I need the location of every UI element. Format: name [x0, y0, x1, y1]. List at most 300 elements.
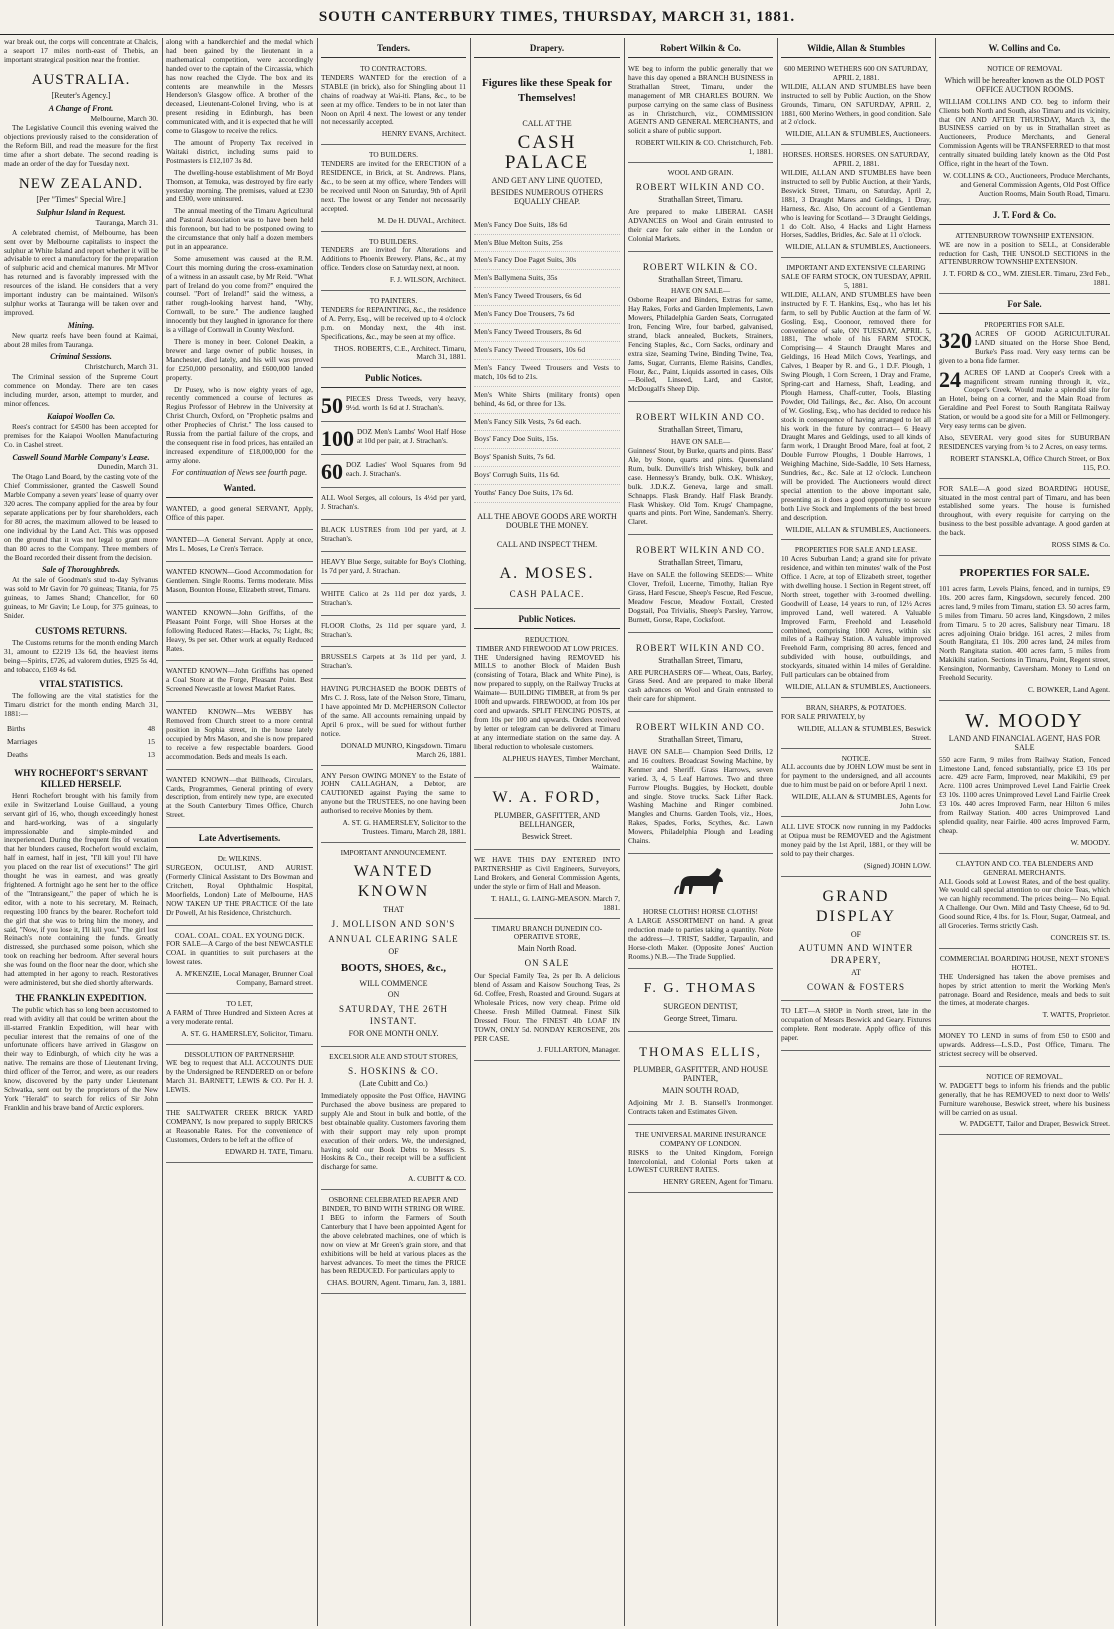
classified-ad: [781, 62, 931, 145]
classified-ad: [628, 1128, 773, 1193]
ad-display-line: PLUMBER, GASFITTER, AND BELLHANGER,: [494, 811, 600, 830]
ad-signature: WILDIE, ALLAN & STUMBLES, Auctioneers.: [785, 682, 931, 691]
ad-signature: ROSS SIMS & Co.: [1051, 540, 1110, 550]
ad-display-line: George Street, Timaru.: [663, 1014, 738, 1024]
ad-text: PIECES Dress Tweeds, very heavy, 9½d. worth 1s 6d at J. Strachan's.: [346, 394, 466, 413]
classified-ad: [321, 235, 466, 292]
ad-text: HAVE ON SALE— Champion Seed Drills, 12 and 16 coulters. Broadcast Sowing Machine, by Kenmer and Sheriff. Grass Harrows, seven varied. 3, 4, 5 Leaf Harrows. Two and three Furrow Ploughs. Buggies, by Hockett, double and single. Stove trucks. Sack Lifter Rack. Washing Machine and Ringer combined. Mangles and Churns. Garden Tools, viz., Hoes, Rakes, Spades, Forks, Scythes, &c. Lawn Mowers, Philadelphia Plough and Leading Chains.: [628, 747, 773, 846]
list-item: Men's Fancy Doe Paget Suits, 30s: [474, 252, 620, 270]
ad-signature: A. ST. G. HAMERSLEY, Solicitor to the Trustees. Timaru, March 28, 1881.: [342, 818, 466, 836]
ad-text: WANTED KNOWN—John Griffiths, of the Pleasant Point Forge, will Shoe Horses at the following Reduced Rates:—Hacks, 7s; Light, 8s; Heavy, 9s per set. Other work at equally Reduced Rates.: [166, 607, 313, 653]
classified-ad: [321, 392, 466, 422]
ad-heading: NOTICE.: [841, 753, 871, 763]
ad-text: TENDERS for REPAINTING, &c., the residence of A. Perry, Esq., will be received up to 4 o'clock p.m. on Monday next, the 4th inst. Specifications, &c., may be seen at my office.: [321, 304, 466, 341]
ad-display-line: PLUMBER, GASFITTER, AND HOUSE PAINTER,: [633, 1065, 768, 1084]
ad-signature: ROBERT WILKIN & CO. Christchurch, Feb. 1, 1881.: [635, 138, 773, 157]
column-2: [166, 38, 313, 1626]
table-cell: 48: [147, 724, 155, 734]
dateline: Christchurch, March 31.: [84, 362, 158, 372]
ad-text: 550 acre Farm, 9 miles from Railway Station, Fenced Limestone Land, fenced substantially, price £3 10s per acre. 429 acre Farm, Improved, near Makikihi, £9 per Acre. 1100 acres Unimproved Level Land Fairlie Creek £3 10s. 1100 acres Unimproved Level Land Fairlie Creek £3 10s. 440 acres Improved Farm, near Hilton 6 miles from Railway Station. 400 acres Unimproved Land splendid quality, near Fairlie. 400 acres Improved Farm, cheap.: [939, 754, 1110, 835]
ad-text: A FARM of Three Hundred and Sixteen Acres at a very moderate rental.: [166, 1007, 313, 1026]
classified-ad: [628, 1035, 773, 1125]
article-heading: Caswell Sound Marble Company's Lease.: [12, 452, 150, 462]
ad-signature: WILDIE, ALLAN & STUMBLES, Auctioneers.: [785, 524, 931, 534]
classified-ad: [321, 148, 466, 231]
ad-number: 50: [321, 393, 343, 419]
ad-display-line: ROBERT WILKIN AND CO.: [635, 545, 766, 556]
ad-signature: EDWARD H. TATE, Timaru.: [224, 1146, 313, 1156]
classified-ad: [321, 769, 466, 843]
ad-text: FOR SALE—A good sized BOARDING HOUSE, situated in the most central part of Timaru, and has been established some years. The house is furnished throughout, with every requisite for carrying on the business to the best possible advantage. A good garden at the back.: [939, 483, 1110, 538]
classified-ad: [321, 587, 466, 616]
section-heading-australia: AUSTRALIA.: [31, 71, 131, 88]
ad-display-line: BESIDES NUMEROUS OTHERS EQUALLY CHEAP.: [490, 187, 604, 206]
classified-ad: [781, 820, 931, 877]
ad-text: 101 acres farm, Levels Plains, fenced, and in turnips, £9 10s. 200 acres farm, Kingsdown, securely fenced. 200 acres land, 9 miles from Timaru, station £3. 50 acres farm, 5 miles from Timaru. 50 acres land, Kingsdown, 2 miles from Timaru. 5 to 20 acres, Salisbury near Timaru. 18 acres adjoining Otaio bridge. 161 acres, 2 miles from South Rangitata, £1 10s. 200 acres land, 24 miles from North Rangitata station. 400 acres farm, 5 miles from Makikihi station. Sections in Timaru, Point, Regent street, Kensington, Normanby, Caversham. Money to Lend on Freehold Security.: [939, 583, 1110, 683]
classified-ad: [321, 458, 466, 488]
classified-ad: [474, 853, 620, 918]
ad-display-line: CALL AND INSPECT THEM.: [496, 539, 598, 549]
ad-text: RISKS to the United Kingdom, Foreign Intercolonial, and Colonial Ports taken at LOWEST CURRENT RATES.: [628, 1147, 773, 1175]
table-cell: 15: [147, 737, 155, 747]
table-row: [6, 750, 156, 761]
ad-heading: BRAN, SHARPS, & POTATOES.: [805, 702, 907, 712]
ad-heading: PROPERTIES FOR SALE.: [959, 566, 1090, 579]
ad-heading: TO LET,: [226, 998, 253, 1008]
ad-heading: NOTICE OF REMOVAL.: [986, 1071, 1063, 1081]
ad-display-line: COWAN & FOSTERS: [806, 982, 905, 993]
column-rule: [317, 38, 318, 1626]
ad-text: WILLIAM COLLINS AND CO. beg to inform their Clients both North and South, also Timaru and its vicinity, that ON AND AFTER THURSDAY, March 3, the BUSINESS carried on by us in Strathallan street as Auctioneers, Produce Merchants, and General Commission Agents will be TRANSFERRED to that most centrally situated building lately known as the Old Post Office, right in the heart of the Town.: [939, 96, 1110, 169]
section-heading-ford: J. T. Ford & Co.: [939, 208, 1110, 225]
dateline: Melbourne, March 30.: [90, 113, 158, 123]
ad-display-line: A. MOSES.: [499, 564, 595, 582]
article-text: Henri Rochefort brought with his family from exile in Switzerland Louise Guillaud, a young servant girl of 16, who, though exceedingly honest and hard-working, was of a singularly impressionable and simple-minded and inexperienced. During the frequent fits of vexation that her blunders caused, Rochefort would exclaim, half in earnest, half in jest, "I'll kill you! I'll have you placed on the rear list of executions!" The girl thought he was in earnest, and was greatly frightened. A fortnight ago he sent her to the office of the "Intransigeant," the paper of which he is editor, with a note to his secretary, M. Reinach, requesting 100 francs by the bearer. Rochefort told the girl that she was to bring him the money, and said, "Now, if you lose it, I'll kill you." The girl lost Reinach's note containing the funds. Greatly distressed, she purchased some poison, which she took on reaching her bedroom. After several hours she was found on the floor near the door, which she had attempted in her agony to reach. Restoratives were administered, but she died shortly afterwards.: [4, 790, 158, 987]
ad-display-line: OF: [388, 946, 399, 956]
ad-heading: TO CONTRACTORS.: [360, 64, 427, 73]
ad-text: TO LET—A SHOP in North street, late in the occupation of Messrs Beswick and Geary. Fixtures complete. Rent moderate. Apply office of this paper.: [781, 1006, 931, 1043]
ad-display-line: ANNUAL CLEARING SALE: [328, 933, 459, 944]
ad-heading: PROPERTIES FOR SALE.: [984, 320, 1065, 330]
ad-text: ALL Goods sold at Lowest Rates, and of the best quality. We would call special attention to our choice Teas, which we can highly recommend. The prices being— No Equal. A Challenge. Our Own. Mild and Tasty Cheese, 6d to 9d. Good sound Rice, 4 lbs. for 1s. Flour, Sugar, Oatmeal, and all Groceries. Terms strictly Cash.: [939, 876, 1110, 931]
article-text: The amount of Property Tax received in Waitaki district, including sums paid to Postmasters is £12,107 3s 8d.: [166, 137, 313, 165]
ad-text: BLACK LUSTRES from 10d per yard, at J. Strachan's.: [321, 525, 466, 544]
list-item: Men's Fancy Tweed Trousers, 8s 6d: [474, 324, 620, 342]
ad-signature: F. J. WILSON, Architect.: [389, 275, 466, 285]
ad-text: SURGEON, OCULIST, AND AURIST. (Formerly Clinical Assistant to Drs Bowman and Critchett, Royal Ophthalmic Hospital, Moorfields, London) Late of Melbourne, HAS NOW TAKEN UP THE PRACTICE Of the late Dr Powell, At his Residence, Christchurch.: [166, 863, 313, 917]
classified-ad: [166, 565, 313, 603]
ad-display-line: SURGEON DENTIST,: [663, 1002, 738, 1012]
ad-text: ACRES OF LAND at Cooper's Creek with a magnificent stream running through it, viz., Cooper's Creek. Would make a splendid site for an Hotel, being on a corner, and the Main Road from Geraldine and Peel Forest to South Rangitata Railway Station, or would be a good site for a Mill or Fellmongery. Very easy terms can be given.: [939, 367, 1110, 431]
classified-ad: [781, 261, 931, 540]
ad-display-line: OF: [850, 929, 862, 939]
classified-ad: [781, 1004, 931, 1051]
ad-display-line: GRAND DISPLAY: [815, 887, 897, 925]
ad-signature: WILDIE, ALLAN & STUMBLES, Auctioneers.: [785, 242, 931, 252]
ad-heading: IMPORTANT ANNOUNCEMENT.: [340, 847, 447, 857]
ad-signature: W. PADGETT, Tailor and Draper, Beswick Street.: [959, 1119, 1110, 1129]
list-item: Men's Fancy Doe Suits, 18s 6d: [474, 217, 620, 235]
ad-heading: TO PAINTERS.: [369, 296, 418, 306]
ad-text: ALL Wool Serges, all colours, 1s 4½d per yard, J. Strachan's.: [321, 493, 466, 512]
ad-heading: HAVE ON SALE—: [670, 437, 731, 447]
masthead: [0, 0, 1114, 35]
ad-text: HAVING PURCHASED the BOOK DEBTS of Mrs C. J. Ross, late of the Nelson Store, Timaru, I have appointed Mr D. McPHERSON Collector of the same. All accounts remaining unpaid by April 6 prox., will be sued for without further notice.: [321, 684, 466, 738]
ad-text: BRUSSELS Carpets at 3s 11d per yard, J. Strachan's.: [321, 652, 466, 671]
dateline: Tauranga, March 31.: [95, 217, 158, 227]
ad-heading: TO BUILDERS.: [369, 150, 418, 160]
list-item: Men's Fancy Doe Trousers, 7s 6d: [474, 306, 620, 324]
list-item: Youths' Fancy Doe Suits, 17s 6d.: [474, 485, 620, 503]
ad-signature: (Signed) JOHN LOW.: [863, 860, 931, 870]
ad-text: WANTED KNOWN—Good Accommodation for Gentlemen. Single Rooms. Terms moderate. Miss Mason, Bounton House, Elizabeth street, Timaru.: [166, 567, 313, 595]
ad-signature: WILDIE, ALLAN & STUMBLES, Agents for John Low.: [791, 792, 931, 811]
article-text: The public which has so long been accustomed to read with avidity all that could be written about the ill-starred Franklin Expedition, will hear with peculiar interest that the remains of one of the unfortunate officers have arrived in Glasgow on their way to Edinburgh, of which city he was a native. The remains are those of Lieutenant Irving, third officer of the Terror, and were, as our readers know, discovered by the party under Lieutenant Schwatka, sent out by the proprietors of the New York "Herald" to search for relics of Sir John Franklin and his brave band of Arctic explorers.: [4, 1004, 158, 1112]
ad-display-line: THOMAS ELLIS,: [639, 1044, 762, 1060]
section-heading-wildie: Wildie, Allan & Stumbles: [781, 41, 931, 58]
ad-text: THE Undersigned has taken the above premises and hopes by strict attention to merit the Working Men's patronage. Board and Residence, meals and beds to suit the times, at moderate charges.: [939, 971, 1110, 1008]
classified-ad: [628, 636, 773, 713]
ad-display-line: AND GET ANY LINE QUOTED,: [491, 175, 603, 185]
classified-ad: [166, 929, 313, 994]
ad-text: FOR SALE PRIVATELY, by: [781, 711, 866, 721]
list-item: Men's Ballymena Suits, 35s: [474, 270, 620, 288]
ad-text: ANY Person OWING MONEY to the Estate of JOHN CALLAGHAN, a Debtor, are CAUTIONED against Paying the same to anyone but the TRUSTEES, no one having been authorised to receive Monies by them.: [321, 770, 466, 816]
ad-text: TENDERS are invited for the ERECTION of a RESIDENCE, in Brick, at St. Andrews. Plans, &c., to be seen at my office, where Tenders will be received until Noon on Saturday, 9th of April next. The lowest or any Tender not necessarily accepted.: [321, 159, 466, 213]
ad-text: Guinness' Stout, by Burke, quarts and pints. Bass' Ale, by Stone, quarts and pints. Queensland Rum, bulk. Dunville's Irish Whiskey, bulk and case. Hennessy's Brandy, bulk. O.K. Whiskey, bulk. J.D.K.Z. Geneva, large and small. Schnapps. Flask Brandy. Half Flask Brandy. Flask Whiskey. Old Tom. Krugs' Champagne, quarts and pints. Port Wine, Sandeman's. Sherry. Claret.: [628, 446, 773, 527]
column-rule: [777, 38, 778, 1626]
classified-ad: [321, 1193, 466, 1294]
ad-display-line: Which will be hereafter known as the OLD POST OFFICE AUCTION ROOMS.: [944, 75, 1105, 94]
ad-signature: C. BOWKER, Land Agent.: [1027, 684, 1110, 694]
ad-number: 60: [321, 459, 343, 485]
ad-text: I BEG to inform the Farmers of South Canterbury that I have been appointed Agent for the above celebrated machines, one of which is now on view at Mr Green's grain store, and that exhibitions will be held at various places as the harvest advances. To meet the times the PRICE has been REDUCED. For particulars apply to: [321, 1212, 466, 1276]
ad-heading: TO BUILDERS.: [369, 236, 418, 246]
ad-display-line: CALL AT THE: [522, 119, 572, 128]
column-7: [939, 38, 1110, 1626]
ad-display-line: SATURDAY, THE 26TH INSTANT.: [338, 1004, 449, 1027]
classified-ad: [628, 405, 773, 535]
ad-display-line: Strathallan Street, Timaru,: [658, 735, 743, 745]
article-text: The Criminal session of the Supreme Court commence on Monday. There are ten cases including murder, arson, attempt to murder, and minor offences.: [4, 372, 158, 408]
classified-ad: [628, 972, 773, 1032]
agency-line: [Reuter's Agency.]: [51, 90, 111, 100]
ad-text: THE SALTWATER CREEK BRICK YARD COMPANY, Is now prepared to supply BRICKS at Reasonable Rates. For the convenience of Customers, Orders to be left at the office of: [166, 1108, 313, 1144]
classified-ad: [321, 1050, 466, 1190]
ad-display-line: Strathallan Street, Timaru,: [658, 655, 743, 665]
classified-ad: [166, 852, 313, 925]
horse-illustration-icon: [671, 864, 731, 904]
column-1: [4, 38, 158, 1626]
ad-signature: THOS. ROBERTS, C.E., Architect. Timaru, March 31, 1881.: [333, 343, 466, 362]
ad-text: W. PADGETT begs to inform his friends and the public generally, that he has REMOVED to next door to Wells' Furniture warehouse, Beswick street, where his business will be carried on as usual.: [939, 1080, 1110, 1117]
ad-display-line: BOOTS, SHOES, &c.,: [340, 961, 447, 974]
ad-signature: CONCREIS ST. IS.: [1050, 932, 1110, 942]
ad-display-line: AUTUMN AND WINTER DRAPERY,: [798, 943, 914, 966]
article-text: The dwelling-house establishment of Mr Boyd Thomson, at Temuka, was destroyed by fire early yesterday morning. The premises, valued at £230 and £300, were uninsured.: [166, 167, 313, 204]
ad-display-line: Main North Road.: [517, 944, 577, 954]
ad-display-line: THAT: [383, 904, 404, 914]
ad-text: ACRES OF GOOD AGRICULTURAL LAND situated on the Horse Shoe Bend, Burke's Pass road. Very easy terms can be given to a bona fide farmer.: [939, 329, 1110, 365]
classified-ad: [166, 664, 313, 702]
article-heading: Kaiapoi Woollen Co.: [47, 411, 115, 421]
ad-heading: ATTENBURROW TOWNSHIP EXTENSION.: [955, 230, 1094, 240]
agency-line: [Per "Times" Special Wire.]: [36, 194, 126, 204]
ad-display-line: F. G. THOMAS: [643, 981, 758, 997]
classified-ad: [166, 502, 313, 531]
ad-text: Have on SALE the following SEEDS:— White Clover, Trefoil, Lucerne, Timothy, Italian Rye Grass, Hard Fescue, Sheep's Fescue, Red Fescue, Meadow Fescue, Meadow Foxtail, Crested Dogstail, Poa Trivialis, Sheep's Parsley, Yarrow, Burnett, Gorse, Rape, Cocksfoot.: [628, 570, 773, 624]
table-cell: 13: [147, 750, 155, 759]
ad-heading: COAL. COAL. COAL. EX YOUNG DICK.: [174, 930, 305, 940]
ad-number: 320: [939, 328, 972, 354]
ad-display-line: S. HOSKINS & CO.: [348, 1066, 439, 1077]
classified-ad: [321, 619, 466, 648]
column-5: [628, 38, 773, 1626]
article-heading: Criminal Sessions.: [50, 352, 112, 362]
ad-display-line: ROBERT WILKIN AND CO.: [635, 412, 766, 423]
ad-display-line: ROBERT WILKIN AND CO.: [635, 722, 766, 733]
ad-heading: DISSOLUTION OF PARTNERSHIP.: [184, 1049, 295, 1059]
article-text: The annual meeting of the Timaru Agricultural and Pastoral Association was to have been held this forenoon, but had to be postponed owing to the circumstance that only half a dozen members put in an appearance.: [166, 206, 313, 251]
section-heading-new-zealand: NEW ZEALAND.: [18, 175, 144, 192]
ad-display-line: Beswick Street.: [521, 832, 573, 842]
ad-display-line: MAIN SOUTH ROAD,: [662, 1086, 739, 1096]
ad-signature: T. WATTS, Proprietor.: [1042, 1010, 1110, 1020]
ad-display-line: W. A. FORD,: [492, 789, 602, 807]
article-text: At the sale of Goodman's stud to-day Sylvanus was sold to Mr Gavin for 70 guineas; Titania, for 75 guineas, to James Shand; Chancellor, for 60 guineas, to Mr Gavin; Le Loup, for 375 guineas, to Snider.: [4, 575, 158, 620]
ad-number: 100: [321, 426, 354, 452]
ad-heading: COMMERCIAL BOARDING HOUSE, NEXT STONE'S HOTEL.: [939, 953, 1110, 972]
ad-text: WILDIE, ALLAN AND STUMBLES have been instructed to sell by Public Auction, on the Show Grounds, Timaru, ON SATURDAY, APRIL 2, 1881, 600 Merino Wethers, in good condition. Sale at 2 o'clock.: [781, 81, 931, 127]
section-heading-late: Late Advertisements.: [166, 831, 313, 848]
ad-display-line: ON: [387, 990, 400, 1000]
ad-heading: REDUCTION.: [525, 634, 569, 644]
ad-signature: T. HALL, G. LAING-MEASON. March 7, 1881.: [490, 893, 620, 912]
classified-ad: [628, 715, 773, 854]
ad-heading: HORSE CLOTHS! HORSE CLOTHS!: [643, 907, 758, 916]
classified-ad: [166, 1106, 313, 1163]
ad-heading: HORSES. HORSES. HORSES. ON SATURDAY, APRIL 2, 1881.: [782, 150, 930, 169]
article-text: Dr Pusey, who is now eighty years of age, recently commenced a course of lectures as Regius Professor of Hebrew in the University at Christ Church, Oxford, on "Prophetic psalms and other Prophecies of Christ." The loss caused to Russia from the partial failure of the crops, and the consequent rise in food prices, has entailed an increased expenditure of £18,000,000 for the army alone.: [166, 384, 313, 465]
ad-heading: PROPERTIES FOR SALE AND LEASE.: [794, 545, 918, 555]
ad-text: TENDERS are invited for Alterations and Additions to Phoenix Brewery. Plans, &c., at my office. Tenders close on Saturday next, at noon.: [321, 245, 466, 273]
classified-ad: [166, 773, 313, 829]
ad-signature: WILDIE, ALLAN & STUMBLES, Beswick Street.: [797, 723, 931, 742]
list-item: Boys' Corrugh Suits, 11s 6d.: [474, 467, 620, 485]
column-rule: [935, 38, 936, 1626]
classified-ad: [628, 166, 773, 251]
ad-display-line: Strathallan Street, Timaru.: [658, 194, 743, 204]
ad-signature: W. COLLINS & CO., Auctioneers, Produce Merchants, and General Commission Agents, Old Post Office Auction Rooms, Main South Road, Timaru.: [943, 170, 1110, 198]
column-rule: [624, 38, 625, 1626]
classified-ad: [939, 952, 1110, 1026]
ad-heading: NOTICE OF REMOVAL: [987, 64, 1062, 73]
article-text: Some amusement was caused at the R.M. Court this morning during the cross-examination of a witness in an assault case, by Mr Reid. "What part of Ireland do you come from?" enquired the counsel. "Port of Ireland!" said the witness, a rather rough-looking harvest hand, "Why, Cornwall, to be sure." The audience laughed innocently but they laughed in ignorance for there is a village of Cornwall in County Wexford.: [166, 253, 313, 335]
ad-signature: DONALD MUNRO, Kingsdown. Timaru March 26, 1881.: [340, 740, 466, 759]
ad-text: DOZ Men's Lambs' Wool Half Hose at 10d per pair, at J. Strachan's.: [357, 427, 466, 446]
article-text: New quartz reefs have been found at Kaimai, about 28 miles from Tauranga.: [4, 330, 158, 349]
ad-text: FOR SALE—A Cargo of the best NEWCASTLE COAL in quantities to suit purchasers at the lowest rates.: [166, 939, 313, 967]
article-heading: WHY ROCHEFORT'S SERVANT KILLED HERSELF.: [14, 767, 148, 789]
classified-ad: [939, 318, 1110, 479]
ad-display-line: W. MOODY: [965, 709, 1084, 732]
ad-text: WHITE Calico at 2s 11d per doz yards, J. Strachan's.: [321, 588, 466, 607]
section-heading-wilkin: Robert Wilkin & Co.: [628, 41, 773, 58]
ad-text: Osborne Reaper and Binders, Extras for same, Hay Rakes, Forks and Garden Implements, Lawn Mowers, Philadelphia Garden Seats, Corrugated Iron, Fencing Wire, four barbed, galvanised, strand, black annealed, Buckets, Strainers, Fencing Staples, &c., Corn Sacks, ordinary and extra size, Seaming Twine, Binding Twine, Tea, Jams, Sugar, Currants, Eleme Raisins, Candles, Flour, &c., Paint, Liquids assorted in cases, Oils—Boiled, Linseed, Lard, and Castor, McDougall's Sheep Dip.: [628, 295, 773, 394]
ad-heading: OSBORNE CELEBRATED REAPER AND BINDER, TO BIND WITH STRING OR WIRE.: [322, 1195, 465, 1214]
classified-ad: [939, 62, 1110, 205]
classified-ad: [321, 650, 466, 679]
table-row: [6, 724, 156, 735]
classified-ad: [166, 533, 313, 562]
ad-signature: HENRY GREEN, Agent for Timaru.: [663, 1177, 773, 1187]
ad-display-line: WANTED KNOWN: [353, 862, 434, 900]
ad-signature: ROBERT STANSKLA, Office Church Street, or Box 115, P.O.: [950, 453, 1110, 472]
ad-text: ALL accounts due by JOHN LOW must be sent in for payment to the undersigned, and all accounts due to him must be paid on or before April 1 next.: [781, 762, 931, 790]
ad-text: WE beg to inform the public generally that we have this day opened a BRANCH BUSINESS in Strathallan Street, Timaru, under the management of MR CHARLES BOURN. We purpose carrying on the same class of Business as in Christchurch, viz., COMMISSION AGENTS AND GENERAL MERCHANTS, and solicit a share of public support.: [628, 64, 773, 136]
ad-display-line: CASH PALACE: [504, 131, 590, 173]
article-heading: THE FRANKLIN EXPEDITION.: [15, 992, 147, 1003]
ad-display-line: ALL THE ABOVE GOODS ARE WORTH DOUBLE THE MONEY.: [477, 512, 617, 530]
classified-ad: [321, 555, 466, 584]
ad-display-line: Strathallan Street, Timaru.: [658, 274, 743, 284]
classified-ad: [939, 1029, 1110, 1067]
ad-text: DOZ Ladies' Wool Squares from 9d each. J. Strachan's.: [346, 460, 466, 479]
ad-signature: A. CUBITT & CO.: [408, 1174, 466, 1184]
classified-ad: [474, 781, 620, 850]
ad-text: WE are now in a position to SELL, at Considerable reduction for Cash, THE UNSOLD SECTIONS in the ATTENBURROW TOWNSHIP EXTENSION.: [939, 239, 1110, 267]
ad-text: FLOOR Cloths, 2s 11d per square yard, J. Strachan's.: [321, 620, 466, 639]
ad-text: WANTED KNOWN—Mrs WEBBY has Removed from Church street to a more central position in Sophia street, in the house lately occupied by Mrs Mason, and she is now prepared to receive a few respectable boarders. Good accommodation. Beds and meals 1s each.: [166, 707, 313, 761]
section-heading-wanted: Wanted.: [166, 481, 313, 498]
ad-text: Immediately opposite the Post Office, HAVING Purchased the above business are prepared to supply Ale and Stout in bulk and bottle, of the best obtainable quality. Customers favoring them with their support may rely upon prompt execution of their orders. We, the undersigned, having sold our Book Debts to Messrs S. Hoskins & Co., their receipt will be a sufficient discharge for same.: [321, 1091, 466, 1172]
ad-text: ALL LIVE STOCK now running in my Paddocks at Otipua must be REMOVED and the Agistment money paid by the 1st April, 1881, or they will be sold to pay their charges.: [781, 821, 931, 858]
masthead-title: SOUTH CANTERBURY TIMES, THURSDAY, MARCH 31, 1881.: [318, 9, 796, 25]
ad-signature: HENRY EVANS, Architect.: [381, 129, 466, 139]
list-item: Men's Fancy Silk Vests, 7s 6d each.: [474, 414, 620, 432]
classified-ad: [321, 491, 466, 520]
section-heading-vital: VITAL STATISTICS.: [39, 679, 123, 690]
ad-heading: IMPORTANT AND EXTENSIVE CLEARING SALE OF FARM STOCK, ON TUESDAY, APRIL 5, 1881.: [781, 263, 931, 291]
ad-heading: 600 MERINO WETHERS 600 ON SATURDAY, APRIL 2, 1881.: [784, 64, 928, 82]
classified-ad: [939, 1070, 1110, 1135]
table-cell: Deaths: [7, 750, 28, 759]
classified-ad: [939, 857, 1110, 949]
classified-ad: [939, 482, 1110, 556]
classified-ad: [166, 1048, 313, 1104]
mollison-ad: [321, 846, 466, 1047]
list-item: Men's White Shirts (military fronts) open behind, 4s 6d, or three for 13s.: [474, 387, 620, 414]
ad-text: Also, SEVERAL very good sites for SUBURBAN RESIDENCES varying from ¼ to 2 Acres, on easy terms.: [939, 433, 1110, 451]
classified-ad: [628, 538, 773, 632]
ad-heading: CLAYTON AND CO. TEA BLENDERS AND GENERAL MERCHANTS.: [955, 858, 1094, 877]
article-heading: A Change of Front.: [48, 103, 114, 113]
ad-heading: WOOL AND GRAIN.: [667, 168, 734, 178]
ad-text: WE HAVE THIS DAY ENTERED INTO PARTNERSHIP as Civil Engineers, Surveyors, Land Brokers, and General Commission Agents, under the style or firm of Hall and Meason.: [474, 855, 620, 891]
ad-text: Are prepared to make LIBERAL CASH ADVANCES on Wool and Grain entrusted to their care for sale either in the London or Colonial Markets.: [628, 206, 773, 243]
ad-text: WE beg to request that ALL ACCOUNTS DUE by the Undersigned be RENDERED on or before March 31. BARNETT, LEWIS & CO. Per H. J. LEWIS.: [166, 1058, 313, 1095]
section-heading-customs: CUSTOMS RETURNS.: [35, 625, 127, 636]
ad-text: WANTED KNOWN—that Billheads, Circulars, Cards, Programmes, General printing of every description, from entirely new type, are executed at the South Canterbury Times Office, Church Street.: [166, 774, 313, 820]
article-heading: Sale of Thoroughbreds.: [41, 565, 120, 575]
section-heading-public-notices: Public Notices.: [321, 371, 466, 388]
classified-ad: [321, 523, 466, 552]
article-heading: Sulphur Island in Request.: [36, 207, 126, 217]
classified-ad: [939, 559, 1110, 701]
ad-heading: TIMBER AND FIREWOOD AT LOW PRICES.: [475, 643, 619, 653]
article-text: The Legislative Council this evening waived the objections previously raised to the consideration of the Reform Bill, and read the measure for the first time after a short debate. The second reading is made an order of the day for Tuesday next.: [4, 123, 158, 169]
column-rule: [162, 38, 163, 1626]
ad-display-line: CASH PALACE.: [474, 588, 620, 609]
ad-display-line: LAND AND FINANCIAL AGENT, HAS FOR SALE: [948, 733, 1101, 752]
article-text: The Customs returns for the month ending March 31, amount to £2219 13s 6d, the heaviest items being—Spirits, £726, ad valorem duties, £925 5s 4d, and tobacco, £169 4s 6d.: [4, 637, 158, 674]
ad-display-line: ROBERT WILKIN AND CO.: [635, 181, 766, 192]
article-text: war break out, the corps will concentrate at Chalcis, a seaport 17 miles north-east of Thebis, an important strategical position near the frontier.: [4, 38, 158, 64]
article-text: along with a handkerchief and the medal which had been gained by the lieutenant in a mathematical competition, were accordingly handed over to the captain of the Circassia, which has now reached the Clyde. The box and its contents are meanwhile in the Messrs Henderson's Glasgow office. A brother of the deceased, Lieutenant-Colonel Irving, who is at present residing in Edinburgh, has been communicated with, and it is expected that he will come to Glasgow to receive the relics.: [166, 38, 313, 136]
ad-text: ARE PURCHASERS OF— Wheat, Oats, Barley, Grass Seed. And are prepared to make liberal cash advances on Wool and Grain entrusted to their care for shipment.: [628, 667, 773, 704]
list-item: Men's Fancy Tweed Trousers, 6s 6d: [474, 288, 620, 306]
classified-ad: [939, 229, 1110, 294]
classified-ad: [628, 255, 773, 403]
classified-ad: [628, 62, 773, 163]
ad-signature: W. MOODY.: [1070, 837, 1110, 847]
table-cell: Marriages: [7, 737, 38, 747]
ad-display-line: FOR ONE MONTH ONLY.: [348, 1029, 439, 1039]
ad-text: 10 Acres Suburban Land; a grand site for private residence, and within ten minutes' walk of the Post Office. 1 Acre, at top of Elizabeth street, together with dwelling house. 1 Section in Regent street, off North street, together with 3-roomed dwelling. Goodwill of Lease, 14 years to run, of 12½ Acres improved Land, well watered. A Valuable Improved Farm, Freehold and Leasehold combined, comprising 1000 Acres, within six miles of a Railway Station. A valuable improved Freehold Farm, comprising 80 acres, fenced and subdivided with house, outbuildings, and stockyards, situated within 14 miles of Geraldine. Full particulars can be obtained from: [781, 554, 931, 680]
ad-display-line: ON SALE: [524, 958, 570, 969]
classified-ad: [321, 62, 466, 145]
ad-text: WANTED KNOWN—John Griffiths has opened a Coal Store at the Forge, Pleasant Point. Best Screened Newcastle at lowest Market Rates.: [166, 666, 313, 694]
ad-display-line: J. MOLLISON AND SON'S: [331, 918, 456, 929]
ad-display-line: ROBERT WILKIN AND CO.: [635, 642, 766, 653]
article-text: There is money in beer. Colonel Deakin, a brewer and large owner of public houses, in Manchester, died lately, and his will was proved for £250,000 personality, and £600,000 landed property.: [166, 337, 313, 382]
article-text: The Otago Land Board, by the casting vote of the Chief Commissioner, granted the Caswell Sound Marble Company a seven years' lease of quarry over 320 acres. The company applied for the area by four separate applications per by four shareholders, each for 80 acres, the maximum allowed to be leased to one individual by the Land Act. This was opposed on the ground that it was not legal to grant more than 80 acres to the Company. Three members of the Board recorded their dissent from the decision.: [4, 472, 158, 562]
list-item: Men's Fancy Tweed Trousers and Vests to match, 10s 6d to 21s.: [474, 360, 620, 387]
ad-text: THE Undersigned having REMOVED his MILLS to another Block of Maiden Bush (consisting of Totara, Black and White Pine), is now prepared to supply, on the Railway Trucks at Waimate— BUILDING TIMBER, at from 9s per 100ft and upwards. FIREWOOD, at from 10s per cord and upwards. SPLIT FENCING POSTS, at from 10s per 100 and upwards. Orders received by letter or telegram can be delivered at Timaru at any intermediate station on the same day. A liberal reduction to wholesale customers.: [474, 652, 620, 751]
ad-heading: EXCELSIOR ALE AND STOUT STORES,: [329, 1052, 458, 1062]
classified-ad: [166, 705, 313, 769]
ad-text: HEAVY Blue Serge, suitable for Boy's Clothing, 1s 7d per yard, J. Strachan.: [321, 557, 466, 575]
section-heading-public-notices: Public Notices.: [474, 612, 620, 629]
article-heading: Mining.: [67, 320, 95, 330]
classified-ad: [628, 857, 773, 969]
ad-display-line: Strathallan Street, Timaru,: [658, 558, 743, 568]
classified-ad: [166, 606, 313, 662]
ad-text: WILDIE, ALLAN, AND STUMBLES have been instructed by F. T. Hankins, Esq., who has let his farm, to sell by Public Auction at the farm of W. Gosling, Esq., Coonoor, removed there for convenience of sale, ON TUESDAY, APRIL 5, 1881, The whole of his FARM STOCK, Comprising— 4 Staunch Draught Mares and Geldings, 16 Head Milch Cows, Yearlings, and Calves, 1 Beaper by R. and G., 1 D.F. Plough, 1 Swing Plough, 1 Corn Screen, 1 Dray and Frame, Spring-cart and Harness, Shaft, Leading, and Plough Harness, Chaff-cutter, Tools, Blasting Powder, Old Tailings, &c., &c. Also, On account of W. Gosling, Esq., who has decided to reduce his stock in consequence of having arranged to let all his work in the future by contract— 6 Heavy Draught Mares and Geldings, used to all kinds of farm work, 1 Draught Brood Mare, foal at foot, 2 Double Furrow Ploughs, 1 Double Harrows, 1 Weighing Machine, Side-Saddle, 10 Sets Harness, Sundries, &c., &c. Sale at 12 o'clock. Luncheon will be provided. The Auctioneers would direct special attention to the above important sale, presenting as it does a good opportunity to secure both Live Stock and Implements of the best breed and description.: [781, 289, 931, 522]
list-item: Men's Fancy Tweed Trousers, 10s 6d: [474, 342, 620, 360]
article-text: A celebrated chemist, of Melbourne, has been sent over by Melbourne capitalists to inspect the sulphur at White Island and report whether it will be advisable to erect a manufactory for the preparation of sulphuric acid and chemical manures. Mr M'Ivor has returned and is favorably impressed with the resources of the island. He considers that a very important industry can be maintained. Wilson's sulphur works at Tauranga will be taken over and improved.: [4, 227, 158, 317]
ad-signature: ALPHEUS HAYES, Timber Merchant, Waimate.: [502, 753, 620, 772]
ad-text: Adjoining Mr J. B. Stansell's Ironmonger. Contracts taken and Estimates Given.: [628, 1097, 773, 1116]
section-heading-drapery: Drapery.: [474, 41, 620, 58]
cowan-foster-ad: [781, 880, 931, 1002]
section-heading-for-sale: For Sale.: [939, 297, 1110, 314]
column-3: [321, 38, 466, 1626]
table-row: [6, 737, 156, 748]
ad-signature: J. FULLARTON, Manager.: [537, 1045, 620, 1055]
ad-heading: TIMARU BRANCH DUNEDIN CO-OPERATIVE STORE,: [491, 923, 603, 942]
ad-text: Our Special Family Tea, 2s per lb. A delicious blend of Assam and Kaisow Souchong Teas, 2s 6d. Coffee, Fresh, Roasted and Ground. Sugars at Wholesale Prices, now very cheap. Prime old Cheese. Fresh Milled Oatmeal. Finest Silk Dressed Flour. The FINEST 4lb LOAF IN TOWN, ONLY 5d. NONDAY KEROSENE, 20s PER CASE.: [474, 971, 620, 1043]
continuation-note: For continuation of News see fourth page.: [171, 467, 308, 477]
classified-ad: [321, 425, 466, 455]
ad-signature: J. T. FORD & CO., WM. ZIESLER. Timaru, 23rd Feb., 1881.: [942, 269, 1110, 288]
ad-headline: Figures like these Speak for Themselves!: [482, 77, 612, 104]
ad-display-line: (Late Cubitt and Co.): [359, 1079, 428, 1089]
vital-statistics-table: [4, 722, 158, 763]
ad-text: A LARGE ASSORTMENT on hand. A great reduction made to parties taking a quantity. Note the address—J. TRIST, Saddler, Tarpaulin, and Horse-cloth Maker. (Opposite Jones' Auction Rooms.) N.B.—The Trade Supplied.: [628, 915, 773, 961]
ad-signature: A. ST. G. HAMERSLEY, Solicitor, Timaru.: [181, 1028, 313, 1038]
article-text: The following are the vital statistics for the Timaru district for the month ending March 31, 1881:—: [4, 691, 158, 719]
